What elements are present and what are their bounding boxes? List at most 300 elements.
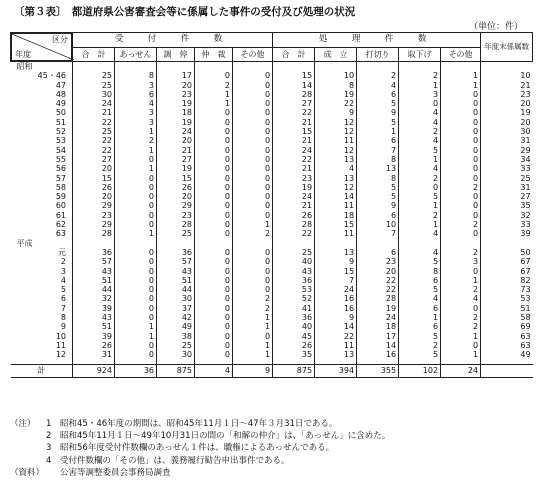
value-cell: 44: [73, 285, 115, 294]
value-cell: 1: [233, 313, 273, 322]
value-cell: 31: [481, 183, 533, 192]
value-cell: 6: [357, 90, 399, 99]
note-prefix: [10, 455, 46, 467]
statistics-table: [10, 32, 533, 378]
value-cell: 43: [157, 267, 195, 276]
value-cell: 43: [273, 267, 315, 276]
value-cell: 4: [115, 99, 157, 108]
value-cell: 0: [233, 127, 273, 136]
unit-label: （単位：件）: [468, 22, 523, 32]
value-cell: 0: [233, 136, 273, 145]
value-cell: 23: [73, 211, 115, 220]
value-cell: 5: [399, 350, 441, 359]
year-cell: 10: [55, 331, 66, 341]
value-cell: 17: [157, 71, 195, 80]
value-cell: 0: [233, 146, 273, 155]
value-cell: 31: [481, 136, 533, 145]
value-cell: 1: [441, 350, 481, 359]
year-cell: 48: [55, 89, 66, 99]
value-cell: 0: [195, 341, 233, 350]
value-cell: 0: [233, 201, 273, 210]
value-cell: 14: [315, 192, 357, 201]
value-cell: 0: [195, 257, 233, 266]
value-cell: 58: [481, 313, 533, 322]
value-cell: 13: [315, 350, 357, 359]
value-cell: 16: [315, 294, 357, 303]
value-cell: 29: [73, 201, 115, 210]
total-value-cell: 355: [357, 364, 399, 377]
value-cell: 19: [157, 164, 195, 173]
table-row: [11, 81, 533, 90]
value-cell: 6: [357, 248, 399, 257]
value-cell: 8: [399, 267, 441, 276]
value-cell: 1: [399, 155, 441, 164]
note-text: 昭和45・46年度の期間は、昭和45年11月１日〜47年３月31日である。: [60, 419, 338, 429]
value-cell: 29: [481, 146, 533, 155]
value-cell: 39: [73, 332, 115, 341]
value-cell: 9: [315, 108, 357, 117]
value-cell: 1: [115, 146, 157, 155]
value-cell: 0: [233, 267, 273, 276]
value-cell: 39: [481, 229, 533, 238]
value-cell: 20: [73, 192, 115, 201]
value-cell: 22: [357, 276, 399, 285]
table-row: [11, 90, 533, 99]
table-row: [11, 192, 533, 201]
value-cell: 0: [195, 220, 233, 229]
value-cell: 32: [481, 211, 533, 220]
value-cell: 0: [115, 267, 157, 276]
value-cell: 6: [399, 304, 441, 313]
value-cell: 29: [157, 201, 195, 210]
value-cell: 0: [233, 211, 273, 220]
value-cell: 50: [481, 248, 533, 257]
value-cell: 11: [315, 201, 357, 210]
table-title: 〔第３表〕 都道府県公害審査会等に係属した事件の受付及び処理の状況: [14, 6, 356, 18]
value-cell: 2: [115, 136, 157, 145]
table-row: [11, 183, 533, 192]
value-cell: 0: [195, 313, 233, 322]
value-cell: 0: [441, 267, 481, 276]
value-cell: 20: [157, 192, 195, 201]
value-cell: 10: [481, 71, 533, 80]
value-cell: 0: [115, 294, 157, 303]
note-text: 昭和56年度受付件数欄のあっせん１件は、職権によるあっせんである。: [60, 443, 335, 454]
value-cell: 9: [357, 201, 399, 210]
value-cell: 11: [315, 229, 357, 238]
value-cell: 21: [157, 146, 195, 155]
value-cell: 10: [315, 71, 357, 80]
note-item: [10, 455, 390, 467]
value-cell: 18: [315, 211, 357, 220]
table-row: [11, 201, 533, 210]
value-cell: 1: [195, 90, 233, 99]
value-cell: 9: [315, 313, 357, 322]
value-cell: 5: [399, 146, 441, 155]
value-cell: 13: [315, 174, 357, 183]
value-cell: 2: [357, 71, 399, 80]
year-cell: 7: [60, 303, 66, 313]
note-text: 昭和45年11月１日〜49年10月31日の間の「和解の仲介」は、「あっせん」に含めた。: [60, 431, 391, 442]
value-cell: 2: [441, 183, 481, 192]
value-cell: 0: [115, 304, 157, 313]
value-cell: 0: [441, 229, 481, 238]
value-cell: 82: [481, 276, 533, 285]
value-cell: 0: [195, 332, 233, 341]
value-cell: 25: [157, 341, 195, 350]
value-cell: 3: [441, 257, 481, 266]
year-cell: 9: [60, 322, 66, 332]
value-cell: 36: [73, 248, 115, 257]
value-cell: 40: [273, 257, 315, 266]
year-cell: 元: [58, 247, 66, 257]
value-cell: 8: [315, 81, 357, 90]
value-cell: 0: [115, 183, 157, 192]
value-cell: 0: [115, 341, 157, 350]
value-cell: 0: [195, 285, 233, 294]
table-row: [11, 220, 533, 229]
year-cell: 8: [60, 313, 66, 323]
year-cell: 63: [55, 229, 66, 239]
value-cell: 4: [399, 294, 441, 303]
year-cell: 53: [55, 136, 66, 146]
value-cell: 45: [273, 332, 315, 341]
value-cell: 0: [195, 127, 233, 136]
value-cell: 0: [233, 164, 273, 173]
table-row: [11, 229, 533, 238]
value-cell: 24: [273, 192, 315, 201]
received-col-header: その他: [233, 47, 273, 62]
value-cell: 1: [195, 99, 233, 108]
note-prefix: （資料）: [10, 467, 45, 478]
value-cell: 3: [115, 118, 157, 127]
value-cell: 0: [441, 341, 481, 350]
value-cell: 7: [357, 146, 399, 155]
note-item: [10, 467, 390, 479]
value-cell: 4: [399, 248, 441, 257]
value-cell: 22: [357, 285, 399, 294]
processed-col-header: 合 計: [273, 47, 315, 62]
value-cell: 13: [357, 164, 399, 173]
year-cell: 11: [55, 340, 66, 350]
value-cell: 0: [233, 276, 273, 285]
value-cell: 42: [157, 313, 195, 322]
value-cell: 6: [399, 276, 441, 285]
table-row: [11, 71, 533, 80]
value-cell: 0: [233, 332, 273, 341]
value-cell: 30: [157, 350, 195, 359]
value-cell: 0: [233, 285, 273, 294]
value-cell: 33: [481, 164, 533, 173]
corner-header: [11, 33, 73, 62]
value-cell: 0: [233, 81, 273, 90]
value-cell: 23: [357, 257, 399, 266]
note-number: 4: [46, 455, 52, 466]
value-cell: 2: [441, 220, 481, 229]
value-cell: 22: [73, 136, 115, 145]
table-row: [11, 99, 533, 108]
value-cell: 26: [73, 183, 115, 192]
table-row: [11, 174, 533, 183]
value-cell: 1: [115, 322, 157, 331]
value-cell: 27: [157, 155, 195, 164]
value-cell: 14: [357, 341, 399, 350]
total-value-cell: 394: [315, 364, 357, 377]
value-cell: 0: [115, 276, 157, 285]
table-row: [11, 146, 533, 155]
value-cell: 2: [195, 81, 233, 90]
value-cell: 26: [273, 211, 315, 220]
value-cell: 8: [357, 155, 399, 164]
note-text: 公害等調整委員会事務局調査: [60, 467, 171, 478]
value-cell: 18: [357, 322, 399, 331]
received-col-header: 仲 裁: [195, 47, 233, 62]
value-cell: 23: [481, 90, 533, 99]
value-cell: 25: [481, 174, 533, 183]
table-row: [11, 322, 533, 331]
value-cell: 23: [157, 211, 195, 220]
year-cell: 49: [55, 99, 66, 109]
value-cell: 0: [115, 313, 157, 322]
table-row: [11, 118, 533, 127]
value-cell: 0: [233, 192, 273, 201]
note-prefix: （注）: [10, 419, 36, 429]
year-cell: 4: [60, 275, 66, 285]
value-cell: 1: [115, 127, 157, 136]
table-row: [11, 285, 533, 294]
value-cell: 0: [115, 155, 157, 164]
received-col-header: 合 計: [73, 47, 115, 62]
value-cell: 2: [399, 71, 441, 80]
value-cell: 20: [157, 136, 195, 145]
value-cell: 0: [233, 99, 273, 108]
year-cell: 5: [60, 285, 66, 295]
value-cell: 21: [273, 118, 315, 127]
year-cell: 51: [55, 117, 66, 127]
value-cell: 5: [357, 192, 399, 201]
value-cell: 36: [273, 276, 315, 285]
value-cell: 23: [157, 90, 195, 99]
value-cell: 49: [481, 350, 533, 359]
value-cell: 1: [399, 81, 441, 90]
value-cell: 1: [233, 350, 273, 359]
value-cell: 0: [441, 155, 481, 164]
value-cell: 5: [399, 332, 441, 341]
received-col-header: 調 停: [157, 47, 195, 62]
value-cell: 0: [195, 71, 233, 80]
value-cell: 1: [233, 220, 273, 229]
notes-section: [10, 418, 390, 479]
value-cell: 41: [273, 304, 315, 313]
value-cell: 0: [399, 183, 441, 192]
note-number: [46, 467, 60, 479]
value-cell: 29: [73, 220, 115, 229]
value-cell: 26: [157, 183, 195, 192]
value-cell: 0: [233, 183, 273, 192]
value-cell: 73: [481, 285, 533, 294]
value-cell: 3: [115, 108, 157, 117]
era-label: 平成: [16, 238, 33, 248]
total-label: 計: [11, 364, 73, 377]
corner-bottom-label: 年度: [15, 49, 31, 59]
total-value-cell: 4: [195, 364, 233, 377]
value-cell: 12: [315, 183, 357, 192]
year-cell: 55: [55, 154, 66, 164]
value-cell: 0: [195, 229, 233, 238]
value-cell: 12: [315, 146, 357, 155]
table-row: [11, 155, 533, 164]
value-cell: 25: [73, 81, 115, 90]
value-cell: 25: [157, 229, 195, 238]
value-cell: 0: [441, 201, 481, 210]
table-row: [11, 211, 533, 220]
value-cell: 28: [73, 229, 115, 238]
value-cell: 24: [157, 127, 195, 136]
table-row: [11, 294, 533, 303]
value-cell: 5: [399, 257, 441, 266]
value-cell: 0: [195, 146, 233, 155]
value-cell: 28: [273, 90, 315, 99]
value-cell: 0: [195, 108, 233, 117]
value-cell: 0: [195, 155, 233, 164]
value-cell: 5: [357, 118, 399, 127]
processed-col-header: 打切り: [357, 47, 399, 62]
value-cell: 1: [115, 332, 157, 341]
value-cell: 23: [273, 174, 315, 183]
value-cell: 1: [441, 81, 481, 90]
value-cell: 15: [157, 174, 195, 183]
value-cell: 21: [273, 136, 315, 145]
value-cell: 0: [441, 192, 481, 201]
value-cell: 2: [233, 294, 273, 303]
value-cell: 6: [115, 90, 157, 99]
year-cell: 12: [55, 350, 66, 360]
year-cell: 62: [55, 220, 66, 230]
value-cell: 63: [481, 341, 533, 350]
value-cell: 33: [481, 220, 533, 229]
value-cell: 28: [273, 220, 315, 229]
value-cell: 22: [273, 155, 315, 164]
year-cell: 3: [60, 266, 66, 276]
value-cell: 1: [441, 332, 481, 341]
value-cell: 0: [115, 211, 157, 220]
value-cell: 0: [441, 146, 481, 155]
value-cell: 22: [73, 118, 115, 127]
value-cell: 2: [233, 229, 273, 238]
total-value-cell: [481, 364, 533, 377]
table-row: [11, 276, 533, 285]
value-cell: 22: [73, 146, 115, 155]
value-cell: 36: [157, 248, 195, 257]
note-item: [10, 418, 390, 430]
note-number: 2: [46, 431, 52, 442]
value-cell: 20: [357, 267, 399, 276]
value-cell: 0: [441, 99, 481, 108]
table-row: [11, 332, 533, 341]
table-row: [11, 127, 533, 136]
value-cell: 37: [157, 304, 195, 313]
value-cell: 8: [357, 174, 399, 183]
value-cell: 1: [233, 322, 273, 331]
value-cell: 12: [315, 118, 357, 127]
value-cell: 2: [399, 174, 441, 183]
value-cell: 3: [399, 90, 441, 99]
value-cell: 0: [115, 248, 157, 257]
note-prefix: [10, 442, 46, 454]
year-cell: 58: [55, 182, 66, 192]
total-value-cell: 24: [441, 364, 481, 377]
value-cell: 36: [273, 313, 315, 322]
value-cell: 3: [115, 81, 157, 90]
table-row: [11, 341, 533, 350]
value-cell: 19: [481, 108, 533, 117]
value-cell: 49: [157, 322, 195, 331]
value-cell: 0: [195, 304, 233, 313]
year-cell: 45・46: [37, 71, 66, 81]
value-cell: 26: [73, 341, 115, 350]
value-cell: 43: [73, 313, 115, 322]
total-value-cell: 9: [233, 364, 273, 377]
value-cell: 51: [157, 276, 195, 285]
value-cell: 53: [481, 294, 533, 303]
year-cell: 56: [55, 164, 66, 174]
value-cell: 40: [273, 322, 315, 331]
value-cell: 4: [399, 136, 441, 145]
value-cell: 6: [399, 322, 441, 331]
value-cell: 35: [481, 201, 533, 210]
value-cell: 4: [399, 229, 441, 238]
processed-col-header: 成 立: [315, 47, 357, 62]
value-cell: 6: [357, 136, 399, 145]
value-cell: 0: [115, 174, 157, 183]
value-cell: 15: [73, 174, 115, 183]
value-cell: 19: [315, 90, 357, 99]
value-cell: 0: [441, 304, 481, 313]
value-cell: 0: [233, 174, 273, 183]
value-cell: 2: [399, 341, 441, 350]
value-cell: 0: [195, 118, 233, 127]
value-cell: 0: [441, 127, 481, 136]
value-cell: 67: [481, 257, 533, 266]
value-cell: 17: [357, 332, 399, 341]
value-cell: 30: [481, 127, 533, 136]
value-cell: 0: [441, 108, 481, 117]
value-cell: 5: [399, 192, 441, 201]
value-cell: 0: [195, 174, 233, 183]
table-row: [11, 350, 533, 359]
value-cell: 21: [273, 164, 315, 173]
value-cell: 0: [233, 108, 273, 117]
value-cell: 15: [273, 127, 315, 136]
value-cell: 15: [273, 71, 315, 80]
note-item: [10, 430, 390, 442]
value-cell: 0: [115, 220, 157, 229]
value-cell: 25: [73, 127, 115, 136]
value-cell: 11: [315, 136, 357, 145]
value-cell: 0: [115, 285, 157, 294]
value-cell: 0: [441, 90, 481, 99]
value-cell: 4: [399, 108, 441, 117]
value-cell: 2: [441, 313, 481, 322]
value-cell: 0: [233, 257, 273, 266]
value-cell: 7: [315, 276, 357, 285]
table-row: [11, 136, 533, 145]
value-cell: 0: [195, 276, 233, 285]
table-row: [11, 248, 533, 257]
table-row: [11, 267, 533, 276]
value-cell: 4: [399, 164, 441, 173]
year-cell: 54: [55, 145, 66, 155]
